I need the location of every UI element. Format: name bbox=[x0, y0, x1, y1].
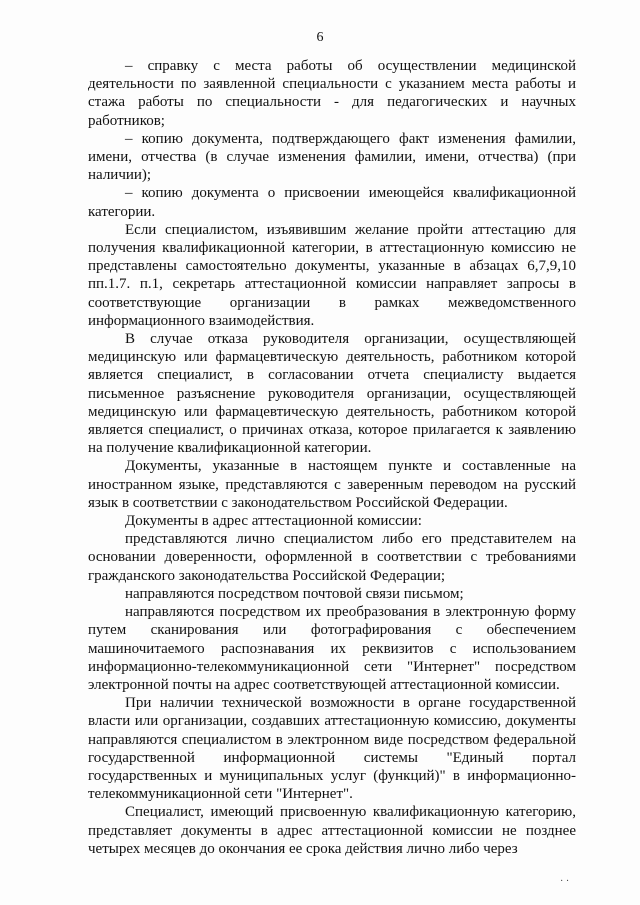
footer-mark: · · bbox=[560, 876, 570, 887]
paragraph-refusal: В случае отказа руководителя организации, осуществляющей медицинскую или фармацевтическую деятельность, работником которой является специалист, в согласовании отчета специалисту выдается письменное разъяснение руководителя организации, осуществляющей медицинскую или фармацевтическую деятельность, работником которой является специалист, о причинах отказа, которое прилагается к заявлению на получение квалификационной категории. bbox=[88, 331, 576, 457]
paragraph-in-person: представляются лично специалистом либо его представителем на основании доверенности, оформленной в соответствии с требованиями гражданского законодательства Российской Федерации; bbox=[88, 531, 576, 584]
paragraph-work-certificate: – справку с места работы об осуществлении медицинской деятельности по заявленной специальности с указанием места работы и стажа работы по специальности - для педагогических и научных работников; bbox=[88, 58, 576, 129]
paragraph-name-change: – копию документа, подтверждающего факт изменения фамилии, имени, отчества (в случае изменения фамилии, имени, отчества) (при наличии); bbox=[88, 130, 576, 184]
paragraph-category-copy: – копию документа о присвоении имеющейся квалификационной категории. bbox=[88, 185, 576, 220]
paragraph-foreign-language: Документы, указанные в настоящем пункте и составленные на иностранном языке, представляются с заверенным переводом на русский язык в соответствии с законодательством Российской Федерации. bbox=[88, 458, 576, 511]
paragraph-existing-category: Специалист, имеющий присвоенную квалификационную категорию, представляет документы в адрес аттестационной комиссии не позднее четырех месяцев до окончания ее срока действия лично либо через bbox=[88, 804, 576, 857]
paragraph-by-mail: направляются посредством почтовой связи письмом; bbox=[125, 585, 464, 602]
paragraph-documents-address: Документы в адрес аттестационной комиссии: bbox=[125, 513, 422, 530]
document-body bbox=[88, 57, 576, 858]
paragraph-public-services-portal: При наличии технической возможности в органе государственной власти или организации, создавших аттестационную комиссию, документы направляются специалистом в электронном виде посредством федеральной государственной информационной системы "Единый портал государственных и муниципальных услуг (функций)" в информационно-телекоммуникационной сети "Интернет". bbox=[88, 695, 576, 803]
paragraph-interagency-requests: Если специалистом, изъявившим желание пройти аттестацию для получения квалификационной категории, в аттестационную комиссию не представлены самостоятельно документы, указанные в абзацах 6,7,9,10 пп.1.7. п.1, секретарь аттестационной комиссии направляет запросы в соответствующие организации в рамках межведомственного информационного взаимодействия. bbox=[88, 221, 576, 329]
page-number: 6 bbox=[316, 30, 324, 45]
paragraph-electronic-form: направляются посредством их преобразования в электронную форму путем сканирования или фотографирования с обеспечением машиночитаемого распознавания их реквизитов с использованием информационно-телекоммуникационной сети "Интернет" посредством электронной почты на адрес соответствующей аттестационной комиссии. bbox=[88, 604, 576, 693]
